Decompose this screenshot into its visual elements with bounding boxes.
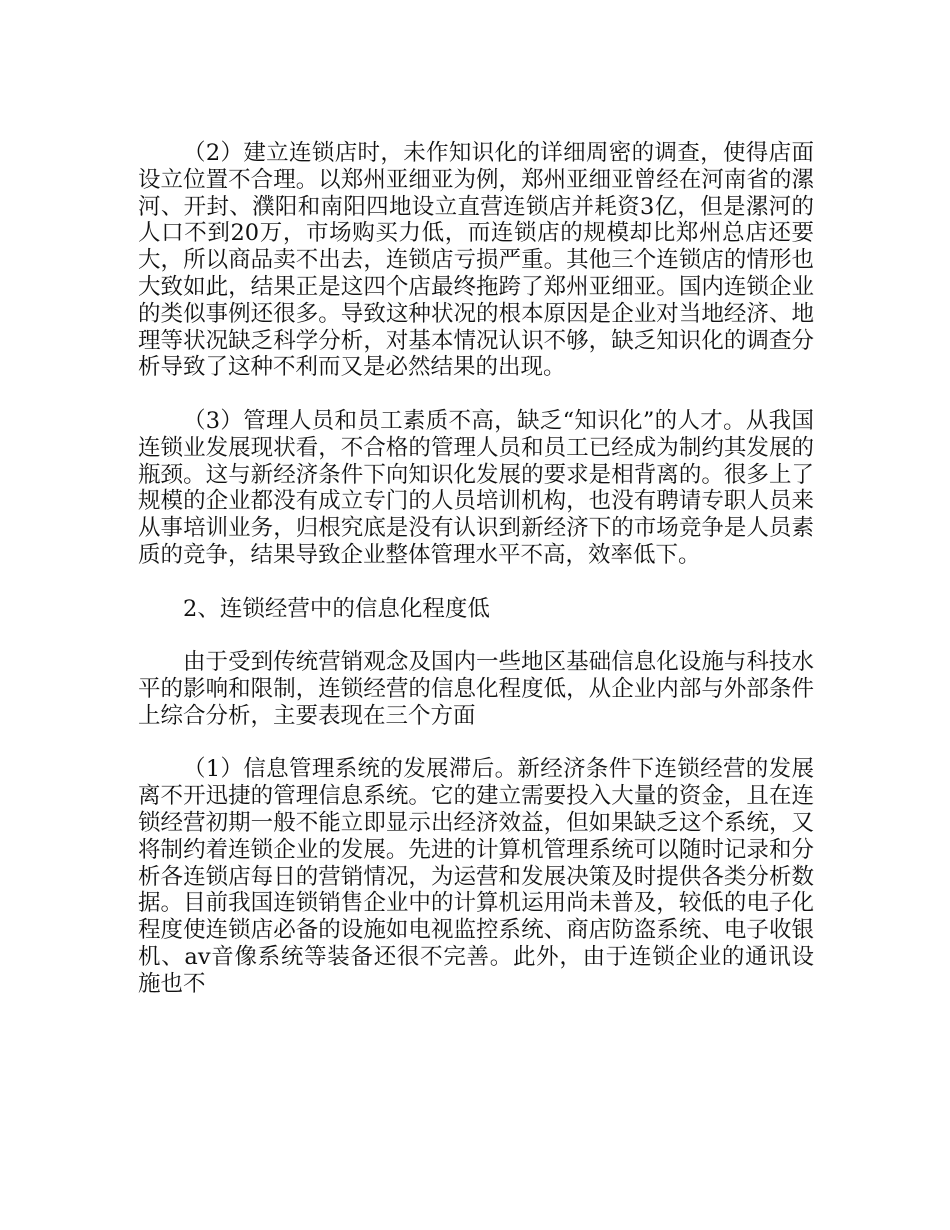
paragraph-info-system: （1）信息管理系统的发展滞后。新经济条件下连锁经营的发展离不开迅捷的管理信息系统。它的建立需要投入大量的资金，且在连锁经营初期一般不能立即显示出经济效益，但如果缺乏这个系统，又将制约着连锁企业的发展。先进的计算机管理系统可以随时记录和分析各连锁店每日的营销情况，为运营和发展决策及时提供各类分析数据。目前我国连锁销售企业中的计算机运用尚未普及，较低的电子化程度使连锁店必备的设施如电视监控系统、商店防盗系统、电子收银机、av音像系统等装备还很不完善。此外，由于连锁企业的通讯设施也不 [138, 756, 814, 997]
section-heading: 2、连锁经营中的信息化程度低 [183, 595, 490, 622]
paragraph-store-location: （2）建立连锁店时，未作知识化的详细周密的调查，使得店面设立位置不合理。以郑州亚细亚为例，郑州亚细亚曾经在河南省的漯河、开封、濮阳和南阳四地设立直营连锁店并耗资3亿，但是漯河的人口不到20万，市场购买力低，而连锁店的规模却比郑州总店还要大，所以商品卖不出去，连锁店亏损严重。其他三个连锁店的情形也大致如此，结果正是这四个店最终拖跨了郑州亚细亚。国内连锁企业的类似事例还很多。导致这种状况的根本原因是企业对当地经济、地理等状况缺乏科学分析，对基本情况认识不够，缺乏知识化的调查分析导致了这种不利而又是必然结果的出现。 [138, 140, 814, 381]
document-page [138, 140, 814, 1024]
paragraph-staff-quality: （3）管理人员和员工素质不高，缺乏“知识化”的人才。从我国连锁业发展现状看，不合格的管理人员和员工已经成为制约其发展的瓶颈。这与新经济条件下向知识化发展的要求是相背离的。很多上了规模的企业都没有成立专门的人员培训机构，也没有聘请专职人员来从事培训业务，归根究底是没有认识到新经济下的市场竞争是人员素质的竞争，结果导致企业整体管理水平不高，效率低下。 [138, 407, 814, 568]
paragraph-informatization-intro: 由于受到传统营销观念及国内一些地区基础信息化设施与科技水平的影响和限制，连锁经营的信息化程度低，从企业内部与外部条件上综合分析，主要表现在三个方面 [138, 649, 814, 729]
